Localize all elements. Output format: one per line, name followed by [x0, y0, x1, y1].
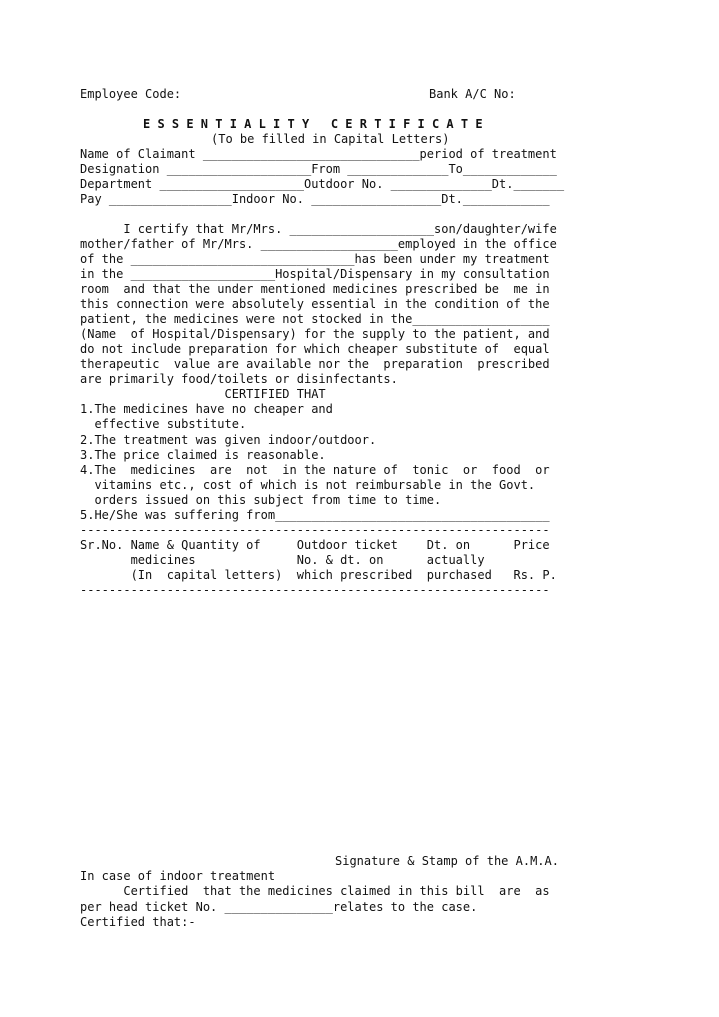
table-top-rule: -----------------------------------------------------------------	[80, 523, 550, 537]
table-bottom-rule: -----------------------------------------------------------------	[80, 583, 550, 597]
footer-line: Certified that:-	[80, 915, 196, 929]
certified-item-1: 1.The medicines have no cheaper and	[80, 402, 333, 416]
table-header-row: (In capital letters) which prescribed purchased Rs. P.	[80, 568, 557, 582]
body-line: this connection were absolutely essential in the condition of the	[80, 297, 550, 311]
body-line: do not include preparation for which cheaper substitute of equal	[80, 342, 550, 356]
employee-code-label: Employee Code:	[80, 87, 182, 101]
signature-line: Signature & Stamp of the A.M.A.	[335, 854, 559, 868]
body-line: (Name of Hospital/Dispensary) for the supply to the patient, and	[80, 327, 550, 341]
certified-item-2: 2.The treatment was given indoor/outdoor.	[80, 433, 377, 447]
body-line: are primarily food/toilets or disinfectants.	[80, 372, 398, 386]
certificate-subtitle: (To be filled in Capital Letters)	[211, 132, 450, 146]
bank-account-label: Bank A/C No:	[429, 87, 516, 101]
footer-line: In case of indoor treatment	[80, 869, 276, 883]
certified-item-4-cont: orders issued on this subject from time to time.	[80, 493, 442, 507]
field-pay: Pay _________________Indoor No. __________________Dt.____________	[80, 192, 550, 206]
certified-item-4-cont: vitamins etc., cost of which is not reimbursable in the Govt.	[80, 478, 536, 492]
field-designation: Designation ____________________From ______________To_____________	[80, 162, 557, 176]
certified-that-heading: CERTIFIED THAT	[80, 387, 326, 401]
certified-item-3: 3.The price claimed is reasonable.	[80, 448, 326, 462]
field-name-of-claimant: Name of Claimant ______________________________period of treatment	[80, 147, 557, 161]
body-line: room and that the under mentioned medicines prescribed be me in	[80, 282, 550, 296]
body-line: I certify that Mr/Mrs. ____________________son/daughter/wife	[80, 222, 557, 236]
body-line: of the _______________________________has been under my treatment	[80, 252, 550, 266]
certified-item-1-cont: effective substitute.	[80, 417, 247, 431]
body-line: therapeutic value are available nor the preparation prescribed	[80, 357, 550, 371]
body-line: patient, the medicines were not stocked in the___________________	[80, 312, 550, 326]
certificate-title: E S S E N T I A L I T Y C E R T I F I C A T E	[143, 117, 483, 131]
body-line: in the ____________________Hospital/Dispensary in my consultation	[80, 267, 550, 281]
field-department: Department ____________________Outdoor No. ______________Dt._______	[80, 177, 565, 191]
certified-item-5: 5.He/She was suffering from______________________________________	[80, 508, 550, 522]
table-header-row: medicines No. & dt. on actually	[80, 553, 485, 567]
table-header-row: Sr.No. Name & Quantity of Outdoor ticket Dt. on Price	[80, 538, 550, 552]
body-line: mother/father of Mr/Mrs. ___________________employed in the office	[80, 237, 557, 251]
footer-line: Certified that the medicines claimed in this bill are as	[80, 884, 550, 898]
footer-line: per head ticket No. _______________relates to the case.	[80, 900, 478, 914]
certified-item-4: 4.The medicines are not in the nature of tonic or food or	[80, 463, 550, 477]
